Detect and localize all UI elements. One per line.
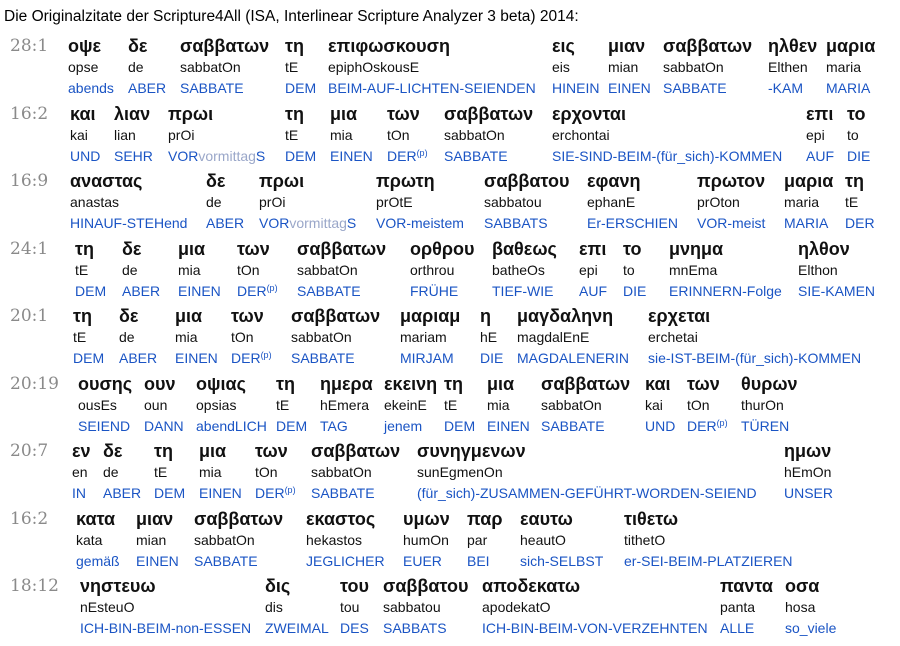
german-gloss: VOR-meist <box>697 215 766 231</box>
transliteration: sabbatOn <box>444 126 505 143</box>
german-gloss: er-SEI-BEIM-PLATZIEREN <box>624 552 793 569</box>
german-gloss: DER$^{(p)}$ <box>255 485 296 501</box>
transliteration: tE <box>154 464 168 480</box>
german-gloss: UND <box>645 417 676 434</box>
transliteration: hE <box>480 329 498 345</box>
german-gloss: DANN <box>144 417 184 434</box>
transliteration: mia <box>199 464 222 480</box>
greek-word: των <box>387 103 420 124</box>
german-gloss: MIRJAM <box>400 350 454 366</box>
greek-word: μιαν <box>608 36 646 56</box>
german-gloss: AUF <box>806 147 834 164</box>
greek-word: μιαν <box>136 508 174 529</box>
transliteration: Elthen <box>768 59 808 75</box>
transliteration: erchetai <box>648 329 698 345</box>
german-gloss: ABER <box>103 485 142 501</box>
greek-word: εν <box>72 441 91 461</box>
greek-word: λιαν <box>114 103 151 124</box>
transliteration: sabbatOn <box>663 59 724 75</box>
transliteration: ousEs <box>78 396 117 413</box>
greek-word: τιθετω <box>624 508 679 529</box>
german-gloss: TAG <box>320 417 348 434</box>
verse-block <box>0 104 900 174</box>
transliteration: ephanE <box>587 194 636 210</box>
transliteration: prOi <box>168 126 195 143</box>
greek-word: σαββατων <box>663 36 753 56</box>
greek-word: επι <box>806 103 834 124</box>
german-gloss: -KAM <box>768 80 803 96</box>
german-gloss: EINEN <box>199 485 242 501</box>
verse-reference: 20:1 <box>10 306 49 326</box>
greek-word: σαββατων <box>180 36 270 56</box>
greek-word: μαρια <box>826 36 876 56</box>
transliteration: orthrou <box>410 261 455 278</box>
transliteration: tithetO <box>624 531 666 548</box>
greek-word: ουν <box>144 373 176 394</box>
transliteration: thurOn <box>741 396 784 413</box>
german-gloss: ABER <box>119 350 158 366</box>
greek-word: μαρια <box>784 171 834 191</box>
transliteration: mian <box>136 531 167 548</box>
german-gloss: EINEN <box>136 552 179 569</box>
german-gloss: SABBATE <box>444 147 508 164</box>
greek-word: σαββατων <box>291 306 381 326</box>
german-gloss: SABBATS <box>383 620 447 636</box>
german-gloss: ABER <box>128 80 167 96</box>
greek-word: σαββατου <box>383 576 469 596</box>
greek-word: το <box>847 103 866 124</box>
greek-word: μαγδαληνη <box>517 306 614 326</box>
greek-word: πρωι <box>259 171 305 191</box>
transliteration: apodekatO <box>482 599 551 615</box>
german-gloss: abendLICH <box>196 417 267 434</box>
german-gloss: MAGDALENERIN <box>517 350 630 366</box>
greek-word: ημων <box>784 441 832 461</box>
transliteration: opse <box>68 59 99 75</box>
german-gloss: VORvormittagS <box>259 215 357 231</box>
greek-word: εκεινη <box>384 373 438 394</box>
transliteration: Elthon <box>798 261 838 278</box>
verse-block <box>0 441 900 511</box>
german-gloss: EINEN <box>175 350 218 366</box>
transliteration: tou <box>340 599 360 615</box>
german-gloss: DER$^{(p)}$ <box>387 147 428 164</box>
greek-word: τη <box>276 373 296 394</box>
transliteration: mia <box>330 126 353 143</box>
greek-word: δε <box>119 306 139 326</box>
greek-word: οψιας <box>196 373 246 394</box>
greek-word: μια <box>178 238 206 259</box>
german-gloss: DIE <box>847 147 871 164</box>
greek-word: πρωτον <box>697 171 766 191</box>
german-gloss: DEM <box>154 485 186 501</box>
transliteration: de <box>119 329 135 345</box>
transliteration: kata <box>76 531 103 548</box>
transliteration: en <box>72 464 88 480</box>
greek-word: δε <box>206 171 226 191</box>
verse-reference: 24:1 <box>10 238 49 259</box>
transliteration: to <box>847 126 859 143</box>
transliteration: epi <box>806 126 825 143</box>
german-gloss: SABBATE <box>297 282 361 299</box>
german-gloss: sich-SELBST <box>520 552 604 569</box>
greek-word: πρωι <box>168 103 214 124</box>
transliteration: erchontai <box>552 126 610 143</box>
greek-word: ερχεται <box>648 306 711 326</box>
greek-word: εφανη <box>587 171 641 191</box>
transliteration: tOn <box>255 464 278 480</box>
transliteration: opsias <box>196 396 237 413</box>
transliteration: prOi <box>259 194 286 210</box>
transliteration: mian <box>608 59 639 75</box>
german-gloss: HINEIN <box>552 80 600 96</box>
transliteration: maria <box>784 194 820 210</box>
verse-reference: 16:2 <box>10 508 49 529</box>
greek-word: παρ <box>467 508 503 529</box>
german-gloss: gemäß <box>76 552 120 569</box>
german-gloss: DER$^{(p)}$ <box>231 350 272 366</box>
greek-word: δε <box>103 441 123 461</box>
transliteration: mia <box>178 261 201 278</box>
transliteration: maria <box>826 59 862 75</box>
verse-reference: 28:1 <box>10 36 49 56</box>
greek-word: μια <box>199 441 227 461</box>
german-gloss: DER$^{(p)}$ <box>687 417 728 434</box>
german-gloss: DEM <box>276 417 308 434</box>
german-gloss: SABBATE <box>194 552 258 569</box>
greek-word: αποδεκατω <box>482 576 581 596</box>
german-gloss: BEI <box>467 552 490 569</box>
transliteration: hosa <box>785 599 816 615</box>
german-gloss: SIE-SIND-BEIM-(für_sich)-KOMMEN <box>552 147 783 164</box>
german-gloss: DIE <box>480 350 504 366</box>
german-gloss: ABER <box>122 282 161 299</box>
german-gloss: ZWEIMAL <box>265 620 329 636</box>
german-gloss: EUER <box>403 552 442 569</box>
german-gloss: SABBATE <box>291 350 355 366</box>
greek-word: ερχονται <box>552 103 626 124</box>
german-gloss: DER <box>845 215 875 231</box>
greek-word: σαββατων <box>444 103 534 124</box>
transliteration: de <box>206 194 222 210</box>
transliteration: hekastos <box>306 531 363 548</box>
transliteration: mnEma <box>669 261 718 278</box>
german-gloss: DES <box>340 620 369 636</box>
transliteration: nEsteuO <box>80 599 135 615</box>
german-gloss: ABER <box>206 215 245 231</box>
transliteration: prOtE <box>376 194 413 210</box>
german-gloss: ALLE <box>720 620 755 636</box>
greek-word: οψε <box>68 36 102 56</box>
greek-word: δε <box>128 36 148 56</box>
transliteration: dis <box>265 599 283 615</box>
greek-word: μια <box>175 306 203 326</box>
transliteration: mia <box>175 329 198 345</box>
verse-block <box>0 239 900 309</box>
transliteration: tOn <box>387 126 410 143</box>
german-gloss: BEIM-AUF-LICHTEN-SEIENDEN <box>328 80 536 96</box>
greek-word: τη <box>845 171 865 191</box>
german-gloss: sie-IST-BEIM-(für_sich)-KOMMEN <box>648 350 862 366</box>
transliteration: de <box>122 261 138 278</box>
german-gloss: DEM <box>444 417 476 434</box>
german-gloss: SABBATE <box>541 417 605 434</box>
german-gloss: UND <box>70 147 101 164</box>
german-gloss: (für_sich)-ZUSAMMEN-GEFÜHRT-WORDEN-SEIEND <box>417 485 757 501</box>
german-gloss: jenem <box>384 417 423 434</box>
greek-word: θυρων <box>741 373 798 394</box>
german-gloss: UNSER <box>784 485 834 501</box>
transliteration: sabbatou <box>484 194 542 210</box>
transliteration: panta <box>720 599 756 615</box>
greek-word: μνημα <box>669 238 724 259</box>
transliteration: sabbatou <box>383 599 441 615</box>
transliteration: tE <box>276 396 290 413</box>
transliteration: eis <box>552 59 570 75</box>
transliteration: oun <box>144 396 168 413</box>
greek-word: πρωτη <box>376 171 435 191</box>
german-gloss: DEM <box>285 147 317 164</box>
greek-word: τη <box>75 238 95 259</box>
greek-word: και <box>645 373 671 394</box>
greek-word: παντα <box>720 576 773 596</box>
greek-word: εαυτω <box>520 508 573 529</box>
transliteration: par <box>467 531 488 548</box>
transliteration: tE <box>285 126 299 143</box>
transliteration: to <box>623 261 635 278</box>
transliteration: tOn <box>237 261 260 278</box>
transliteration: epiphOskousE <box>328 59 420 75</box>
transliteration: de <box>128 59 144 75</box>
german-gloss: DER$^{(p)}$ <box>237 282 278 299</box>
transliteration: hEmera <box>320 396 370 413</box>
transliteration: tE <box>845 194 859 210</box>
transliteration: sabbatOn <box>541 396 602 413</box>
german-gloss: DEM <box>75 282 107 299</box>
german-gloss: ERINNERN-Folge <box>669 282 782 299</box>
greek-word: των <box>231 306 264 326</box>
german-gloss: EINEN <box>487 417 530 434</box>
transliteration: sunEgmenOn <box>417 464 503 480</box>
german-gloss: MARIA <box>826 80 871 96</box>
verse-block <box>0 374 900 444</box>
transliteration: tE <box>73 329 87 345</box>
greek-word: σαββατων <box>297 238 387 259</box>
greek-word: ημερα <box>320 373 373 394</box>
transliteration: de <box>103 464 119 480</box>
german-gloss: ICH-BIN-BEIM-non-ESSEN <box>80 620 252 636</box>
greek-word: οσα <box>785 576 820 596</box>
transliteration: sabbatOn <box>291 329 352 345</box>
greek-word: επιφωσκουση <box>328 36 450 56</box>
german-gloss: TIEF-WIE <box>492 282 554 299</box>
transliteration: sabbatOn <box>194 531 255 548</box>
transliteration: tOn <box>231 329 254 345</box>
german-gloss: DEM <box>285 80 317 96</box>
verse-reference: 18:12 <box>10 576 59 596</box>
greek-word: δις <box>265 576 291 596</box>
greek-word: μαριαμ <box>400 306 461 326</box>
greek-word: συνηγμενων <box>417 441 526 461</box>
german-gloss: SEIEND <box>78 417 131 434</box>
german-gloss: VORvormittagS <box>168 147 266 164</box>
transliteration: mariam <box>400 329 447 345</box>
greek-word: εκαστος <box>306 508 376 529</box>
transliteration: batheOs <box>492 261 545 278</box>
german-gloss: MARIA <box>784 215 829 231</box>
transliteration: tE <box>444 396 458 413</box>
greek-word: τη <box>285 36 305 56</box>
greek-word: ουσης <box>78 373 133 394</box>
greek-word: νηστευω <box>80 576 156 596</box>
german-gloss: abends <box>68 80 114 96</box>
greek-word: των <box>255 441 288 461</box>
verse-block <box>0 306 900 376</box>
greek-word: σαββατου <box>484 171 570 191</box>
greek-word: των <box>237 238 270 259</box>
greek-word: η <box>480 306 491 326</box>
greek-word: σαββατων <box>311 441 401 461</box>
german-gloss: Er-ERSCHIEN <box>587 215 679 231</box>
transliteration: humOn <box>403 531 449 548</box>
transliteration: mia <box>487 396 510 413</box>
transliteration: epi <box>579 261 598 278</box>
greek-word: και <box>70 103 96 124</box>
verse-block <box>0 171 900 241</box>
greek-word: υμων <box>403 508 450 529</box>
verse-block <box>0 36 900 106</box>
greek-word: του <box>340 576 370 596</box>
german-gloss: SABBATS <box>484 215 548 231</box>
transliteration: sabbatOn <box>180 59 241 75</box>
verse-block <box>0 576 900 646</box>
greek-word: τη <box>444 373 464 394</box>
german-gloss: ICH-BIN-BEIM-VON-VERZEHNTEN <box>482 620 708 636</box>
german-gloss: VOR-meistem <box>376 215 464 231</box>
german-gloss: EINEN <box>178 282 221 299</box>
transliteration: tOn <box>687 396 710 413</box>
verse-reference: 16:2 <box>10 103 49 124</box>
greek-word: το <box>623 238 642 259</box>
german-gloss: EINEN <box>608 80 651 96</box>
german-gloss: SABBATE <box>663 80 727 96</box>
german-gloss: DIE <box>623 282 647 299</box>
transliteration: anastas <box>70 194 120 210</box>
greek-word: βαθεως <box>492 238 557 259</box>
transliteration: heautO <box>520 531 566 548</box>
transliteration: prOton <box>697 194 740 210</box>
german-gloss: TÜREN <box>741 417 790 434</box>
greek-word: σαββατων <box>194 508 284 529</box>
transliteration: tE <box>75 261 89 278</box>
verse-reference: 20:19 <box>10 373 59 394</box>
german-gloss: SABBATE <box>180 80 244 96</box>
page-title: Die Originalzitate der Scripture4All (ISA, Interlinear Scripture Analyzer 3 beta) 2014: <box>4 8 579 25</box>
german-gloss: FRÜHE <box>410 282 459 299</box>
german-gloss: so_viele <box>785 620 837 636</box>
greek-word: δε <box>122 238 142 259</box>
greek-word: μια <box>330 103 358 124</box>
greek-word: τη <box>154 441 174 461</box>
german-gloss: HINAUF-STEHend <box>70 215 188 231</box>
greek-word: ηλθον <box>798 238 850 259</box>
transliteration: sabbatOn <box>311 464 372 480</box>
transliteration: lian <box>114 126 136 143</box>
greek-word: ηλθεν <box>768 36 818 56</box>
greek-word: κατα <box>76 508 116 529</box>
german-gloss: DEM <box>73 350 105 366</box>
german-gloss: SEHR <box>114 147 153 164</box>
verse-block <box>0 509 900 579</box>
greek-word: τη <box>73 306 93 326</box>
verse-reference: 16:9 <box>10 171 49 191</box>
greek-word: μια <box>487 373 515 394</box>
greek-word: ορθρου <box>410 238 475 259</box>
transliteration: tE <box>285 59 299 75</box>
transliteration: ekeinE <box>384 396 427 413</box>
transliteration: hEmOn <box>784 464 832 480</box>
greek-word: εις <box>552 36 575 56</box>
german-gloss: SIE-KAMEN <box>798 282 876 299</box>
transliteration: kai <box>70 126 88 143</box>
german-gloss: SABBATE <box>311 485 375 501</box>
german-gloss: EINEN <box>330 147 373 164</box>
german-gloss: JEGLICHER <box>306 552 385 569</box>
german-gloss: IN <box>72 485 86 501</box>
german-gloss: AUF <box>579 282 607 299</box>
greek-word: τη <box>285 103 305 124</box>
greek-word: των <box>687 373 720 394</box>
greek-word: σαββατων <box>541 373 631 394</box>
transliteration: magdalEnE <box>517 329 590 345</box>
verse-reference: 20:7 <box>10 441 49 461</box>
transliteration: kai <box>645 396 663 413</box>
greek-word: αναστας <box>70 171 143 191</box>
transliteration: sabbatOn <box>297 261 358 278</box>
greek-word: επι <box>579 238 607 259</box>
